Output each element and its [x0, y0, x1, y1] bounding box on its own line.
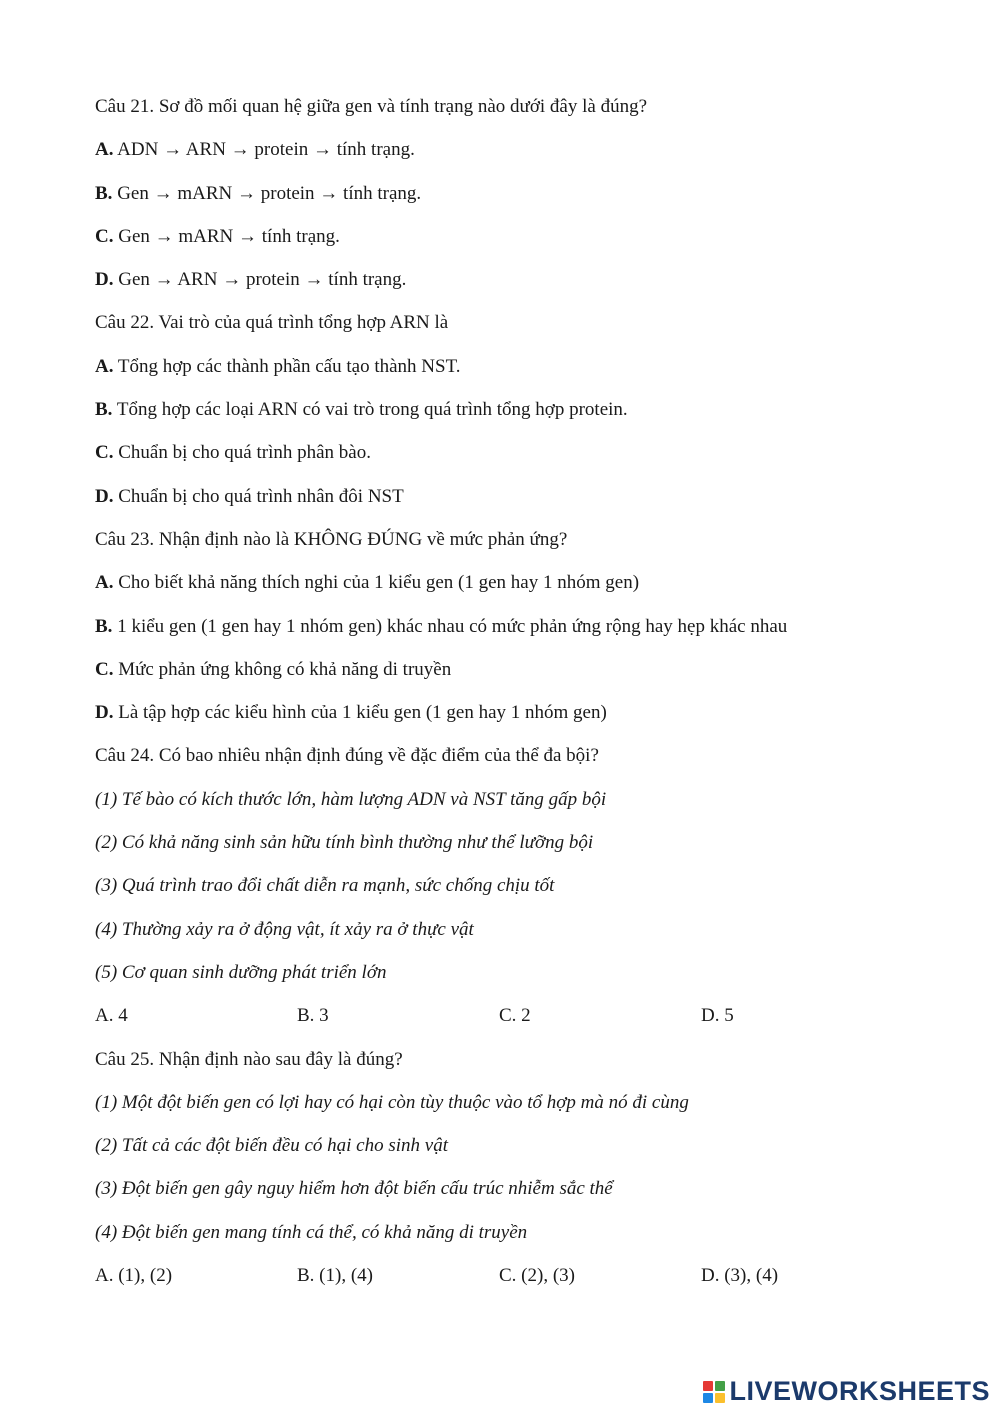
q24-answer-d: D. 5 — [701, 1005, 734, 1027]
logo-square-4 — [715, 1393, 725, 1403]
q23-option-d: D. Là tập hợp các kiểu hình của 1 kiểu gen (1 gen hay 1 nhóm gen) — [95, 702, 607, 724]
q23-option-b: B. 1 kiểu gen (1 gen hay 1 nhóm gen) khác nhau có mức phản ứng rộng hay hẹp khác nhau — [95, 615, 788, 637]
q22-option-c: C. Chuẩn bị cho quá trình phân bào. — [95, 442, 371, 464]
q21-option-d: D. Gen → ARN → protein → tính trạng. — [95, 269, 407, 291]
q22-option-d: D. Chuẩn bị cho quá trình nhân đôi NST — [95, 485, 404, 507]
logo-square-2 — [715, 1381, 725, 1391]
q24-answer-b: B. 3 — [297, 1005, 329, 1027]
q24-answer-row — [95, 1002, 955, 1045]
q25-answer-a: A. (1), (2) — [95, 1265, 173, 1287]
q22-option-a: A. Tổng hợp các thành phần cấu tạo thành NST. — [95, 355, 461, 377]
question-22: Câu 22. Vai trò của quá trình tổng hợp ARN là — [95, 312, 449, 334]
q24-answer-c: C. 2 — [499, 1005, 531, 1027]
question-24: Câu 24. Có bao nhiêu nhận định đúng về đặc điểm của thể đa bội? — [95, 745, 599, 767]
q21-option-a: A. ADN → ARN → protein → tính trạng. — [95, 139, 415, 161]
worksheet-page — [95, 93, 955, 1305]
question-25: Câu 25. Nhận định nào sau đây là đúng? — [95, 1048, 403, 1070]
q24-answer-a: A. 4 — [95, 1005, 128, 1027]
q21-option-b: B. Gen → mARN → protein → tính trạng. — [95, 182, 422, 204]
q24-statement-2: (2) Có khả năng sinh sản hữu tính bình thường như thể lưỡng bội — [95, 832, 594, 854]
q25-answer-d: D. (3), (4) — [701, 1265, 779, 1287]
q25-statement-4: (4) Đột biến gen mang tính cá thể, có khả năng di truyền — [95, 1221, 528, 1243]
q22-option-b: B. Tổng hợp các loại ARN có vai trò trong quá trình tổng hợp protein. — [95, 399, 628, 421]
q25-statement-3: (3) Đột biến gen gây nguy hiểm hơn đột biến cấu trúc nhiễm sắc thể — [95, 1178, 613, 1200]
q21-option-c: C. Gen → mARN → tính trạng. — [95, 225, 340, 247]
q23-option-a: A. Cho biết khả năng thích nghi của 1 kiểu gen (1 gen hay 1 nhóm gen) — [95, 572, 640, 594]
logo-square-1 — [703, 1381, 713, 1391]
logo-grid-icon — [703, 1381, 725, 1403]
question-21: Câu 21. Sơ đồ mối quan hệ giữa gen và tính trạng nào dưới đây là đúng? — [95, 96, 648, 117]
q25-answer-c: C. (2), (3) — [499, 1265, 575, 1287]
q24-statement-5: (5) Cơ quan sinh dưỡng phát triển lớn — [95, 961, 387, 983]
q25-statement-2: (2) Tất cả các đột biến đều có hại cho sinh vật — [95, 1135, 449, 1157]
logo-square-3 — [703, 1393, 713, 1403]
q25-answer-row — [95, 1262, 955, 1305]
q24-statement-4: (4) Thường xảy ra ở động vật, ít xảy ra ở thực vật — [95, 918, 474, 940]
q23-option-c: C. Mức phản ứng không có khả năng di truyền — [95, 658, 452, 680]
liveworksheets-logo — [703, 1376, 990, 1407]
q25-answer-b: B. (1), (4) — [297, 1265, 373, 1287]
question-23: Câu 23. Nhận định nào là KHÔNG ĐÚNG về mức phản ứng? — [95, 528, 568, 550]
logo-text: LIVEWORKSHEETS — [729, 1376, 990, 1406]
q25-statement-1: (1) Một đột biến gen có lợi hay có hại còn tùy thuộc vào tổ hợp mà nó đi cùng — [95, 1091, 689, 1113]
q24-statement-3: (3) Quá trình trao đổi chất diễn ra mạnh, sức chống chịu tốt — [95, 875, 555, 897]
q24-statement-1: (1) Tế bào có kích thước lớn, hàm lượng ADN và NST tăng gấp bội — [95, 788, 607, 810]
